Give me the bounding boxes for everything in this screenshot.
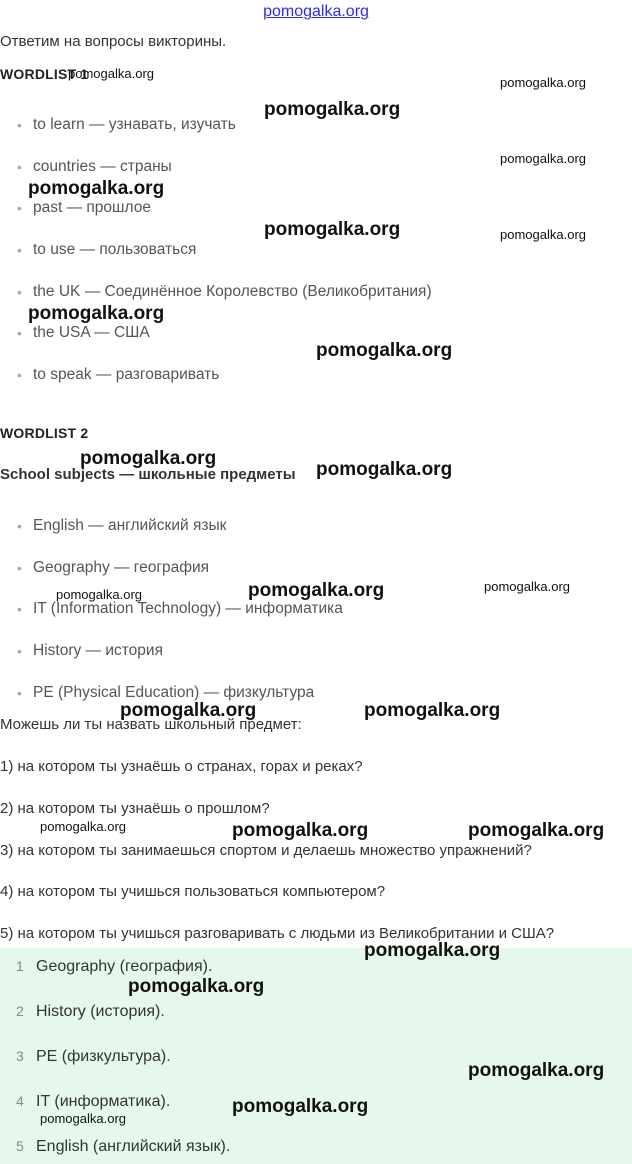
answer-3: 3 PE (физкультура). bbox=[16, 1048, 171, 1065]
watermark: pomogalka.org bbox=[316, 340, 453, 361]
bullet-icon: • bbox=[17, 559, 22, 576]
wordlist1-heading: WORDLIST 1 bbox=[0, 66, 89, 82]
answer-1: 1 Geography (география). bbox=[16, 958, 213, 975]
question-3: 3) на котором ты занимаешься спортом и делаешь множество упражнений? bbox=[0, 842, 532, 859]
bullet-icon: • bbox=[17, 518, 22, 534]
question-1: 1) на котором ты узнаёшь о странах, горах и реках? bbox=[0, 758, 363, 775]
bullet-icon: • bbox=[17, 158, 22, 175]
watermark: pomogalka.org bbox=[500, 151, 586, 166]
question-5: 5) на котором ты учишься разговаривать с людьми из Великобритании и США? bbox=[0, 925, 555, 942]
wordlist2-heading: WORDLIST 2 bbox=[0, 425, 89, 441]
list-item: • the USA — США bbox=[17, 324, 150, 342]
watermark: pomogalka.org bbox=[232, 1096, 369, 1117]
watermark: pomogalka.org bbox=[364, 700, 501, 721]
list-item: • PE (Physical Education) — физкультура bbox=[17, 683, 315, 701]
list-item: • the UK — Соединённое Королевство (Великобритания) bbox=[17, 282, 432, 300]
watermark: pomogalka.org bbox=[68, 66, 154, 81]
list-item: • to learn — узнавать, изучать bbox=[17, 116, 236, 133]
answer-4: 4 IT (информатика). bbox=[16, 1093, 171, 1110]
watermark: pomogalka.org bbox=[40, 819, 126, 834]
watermark: pomogalka.org bbox=[264, 99, 401, 120]
watermark: pomogalka.org bbox=[248, 580, 385, 601]
list-item: • IT (Information Technology) — информатика bbox=[17, 600, 343, 618]
watermark: pomogalka.org bbox=[316, 459, 453, 480]
question-4: 4) на котором ты учишься пользоваться компьютером? bbox=[0, 883, 386, 900]
bullet-icon: • bbox=[17, 367, 22, 384]
watermark: pomogalka.org bbox=[40, 1111, 126, 1126]
watermark: pomogalka.org bbox=[232, 820, 369, 841]
watermark: pomogalka.org bbox=[500, 75, 586, 90]
list-item: • past — прошлое bbox=[17, 199, 151, 217]
question-intro: Можешь ли ты назвать школьный предмет: bbox=[0, 716, 302, 733]
list-item: • English — английский язык bbox=[17, 517, 227, 534]
bullet-icon: • bbox=[17, 684, 22, 701]
bullet-icon: • bbox=[17, 643, 22, 660]
bullet-icon: • bbox=[17, 117, 22, 133]
wordlist2-subtitle: School subjects — школьные предметы bbox=[0, 466, 296, 483]
site-link[interactable]: pomogalka.org bbox=[263, 3, 369, 20]
watermark: pomogalka.org bbox=[80, 448, 217, 469]
watermark: pomogalka.org bbox=[500, 227, 586, 242]
list-item: • History — история bbox=[17, 642, 163, 660]
watermark: pomogalka.org bbox=[468, 820, 605, 841]
watermark: pomogalka.org bbox=[120, 700, 257, 721]
watermark: pomogalka.org bbox=[128, 976, 265, 997]
watermark: pomogalka.org bbox=[28, 303, 165, 324]
watermark: pomogalka.org bbox=[264, 219, 401, 240]
list-item: • to speak — разговаривать bbox=[17, 366, 220, 384]
watermark: pomogalka.org bbox=[484, 579, 570, 594]
watermark: pomogalka.org bbox=[468, 1060, 605, 1081]
list-item: • Geography — география bbox=[17, 558, 210, 576]
answer-5: 5 English (английский язык). bbox=[16, 1138, 231, 1155]
wordlist2-list bbox=[0, 516, 343, 724]
intro-text: Ответим на вопросы викторины. bbox=[0, 33, 227, 50]
bullet-icon: • bbox=[17, 200, 22, 217]
question-2: 2) на котором ты узнаёшь о прошлом? bbox=[0, 800, 270, 817]
list-item: • to use — пользоваться bbox=[17, 241, 197, 259]
bullet-icon: • bbox=[17, 283, 22, 300]
bullet-icon: • bbox=[17, 325, 22, 342]
list-item: • countries — страны bbox=[17, 157, 172, 175]
bullet-icon: • bbox=[17, 242, 22, 259]
watermark: pomogalka.org bbox=[28, 178, 165, 199]
bullet-icon: • bbox=[17, 601, 22, 618]
watermark: pomogalka.org bbox=[364, 940, 501, 961]
wordlist1-list bbox=[0, 115, 432, 407]
watermark: pomogalka.org bbox=[56, 587, 142, 602]
answer-2: 2 History (история). bbox=[16, 1003, 165, 1020]
